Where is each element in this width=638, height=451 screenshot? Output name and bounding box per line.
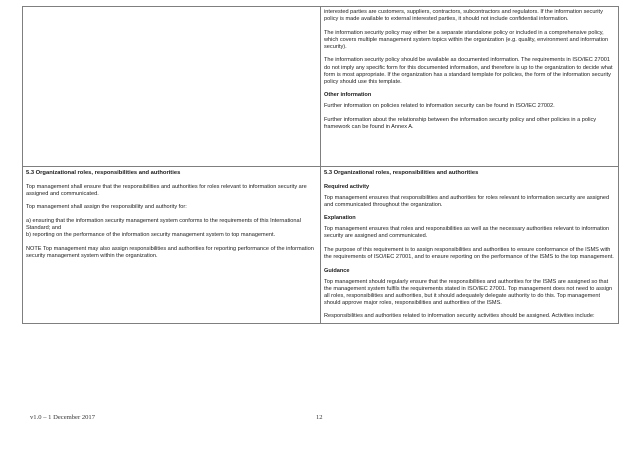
other-info-paragraph: Further information on policies related to information security can be found in ISO/IEC 27002. [324,103,555,110]
requirement-item-a: a) ensuring that the information security management system conforms to the requirements of this International Standard; and [26,217,301,231]
left-cell-requirement [23,167,321,324]
guidance-table [22,6,619,324]
policy-paragraph: The information security policy may either be a separate standalone policy or included in a comprehensive policy, which covers multiple management system topics within the organization (e.g. quality, environment and information security). [324,29,609,50]
other-information-heading: Other information [324,92,372,99]
table-row [23,167,619,324]
explanation-heading: Explanation [324,215,356,222]
page-number: 12 [316,414,323,421]
left-cell-empty [23,7,321,167]
version-label: v1.0 – 1 December 2017 [30,414,96,421]
guidance-section-heading: 5.3 Organizational roles, responsibilities and authorities [324,170,479,176]
requirement-item-b: b) reporting on the performance of the information security management system to top management. [26,231,276,238]
other-info-paragraph: Further information about the relationship between the information security policy and other policies in a policy framework can be found in Annex A. [324,116,597,131]
explanation-paragraph: The purpose of this requirement is to assign responsibilities and authorities to ensure conformance of the ISMS with the requirements of ISO/IEC 27001, and to ensure reporting on the performance of the ISMS to the top management. [324,246,614,260]
explanation-paragraph: Top management ensures that roles and responsibilities as well as the necessary authorities relevant to information security are assigned and communicated. [324,226,610,240]
right-cell-policy [321,7,619,167]
requirement-paragraph: Top management shall ensure that the responsibilities and authorities for roles relevant to information security are assigned and communicated. [26,183,307,197]
guidance-heading: Guidance [324,267,350,274]
requirement-note: NOTE Top management may also assign responsibilities and authorities for reporting performance of the information security management system within the organization. [26,245,314,259]
page-footer [30,414,330,423]
requirement-paragraph: Top management shall assign the responsibility and authority for: [26,204,187,211]
policy-paragraph: The information security policy should be available as documented information. The requirements in ISO/IEC 27001 do not imply any specific form for this documented information, and therefore is up to the organization to decide what form is most appropriate. If the organization has a standard template for policies, the form of the information security policy should use this template. [324,57,613,85]
right-cell-guidance [321,167,619,324]
guidance-paragraph: Top management should regularly ensure that the responsibilities and authorities for the ISMS are assigned so that the management system fulfils the requirements stated in ISO/IEC 27001. Top management does not need to assign all roles, responsibilities and authorities, but it should adequately delegate authority to do this. Top management should approve major roles, responsibilities and authorities of the ISMS. [324,278,613,306]
table-row [23,7,619,167]
policy-paragraph: interested parties are customers, suppliers, contractors, subcontractors and regulators. If the information security policy is made available to external interested parties, it should not include confidential information. [324,9,603,23]
guidance-paragraph: Responsibilities and authorities related to information security activities should be assigned. Activities include: [324,313,595,320]
requirement-heading: 5.3 Organizational roles, responsibilities and authorities [26,170,181,176]
required-activity-heading: Required activity [324,183,370,190]
required-activity-text: Top management ensures that responsibilities and authorities for roles relevant to information security are assigned and communicated throughout the organization. [324,194,610,208]
